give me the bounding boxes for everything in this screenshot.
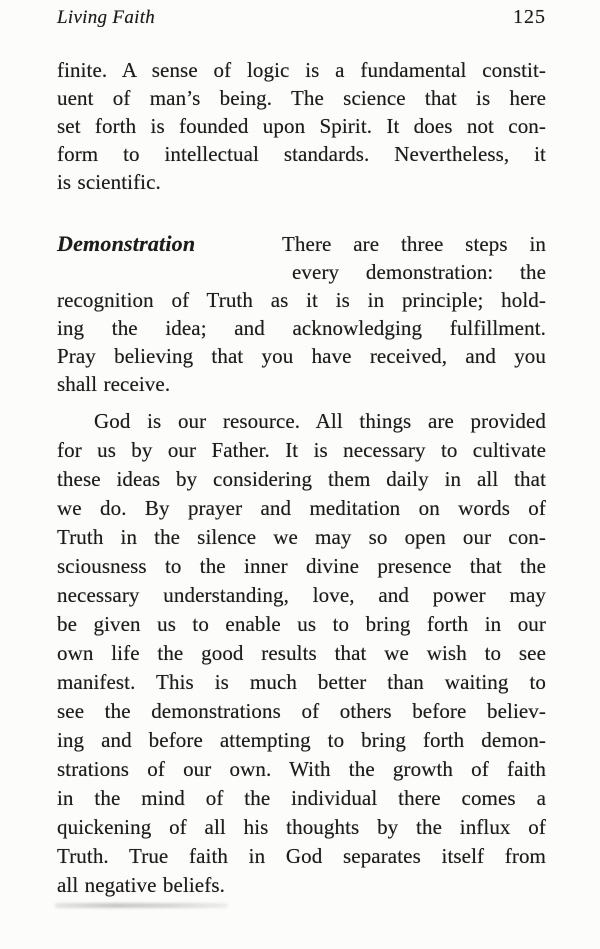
text-line: ing and before attempting to bring forth demon- (57, 728, 546, 752)
text-line: finite. A sense of logic is a fundamental constit- (57, 58, 546, 82)
text-line: There are three steps in (282, 232, 546, 256)
text-line: quickening of all his thoughts by the influx of (57, 815, 546, 839)
scan-smudge-artifact (55, 903, 228, 908)
text-line: own life the good results that we wish to see (57, 641, 546, 665)
text-line: necessary understanding, love, and power may (57, 583, 546, 607)
page-number: 125 (513, 6, 546, 28)
text-line: recognition of Truth as it is in principle; hold- (57, 288, 546, 312)
paragraph-god-is-our-resource (57, 407, 546, 900)
text-line: Truth in the silence we may so open our con- (57, 525, 546, 549)
text-line: be given us to enable us to bring forth in our (57, 612, 546, 636)
paragraph-finite (57, 56, 546, 196)
demonstration-body-lines (57, 286, 546, 398)
page-header (57, 6, 546, 29)
text-line: uent of man’s being. The science that is here (57, 86, 546, 110)
text-line: set forth is founded upon Spirit. It does not con- (57, 114, 546, 138)
text-line: for us by our Father. It is necessary to cultivate (57, 438, 546, 462)
text-line: form to intellectual standards. Nevertheless, it (57, 142, 546, 166)
text-line: these ideas by considering them daily in all that (57, 467, 546, 491)
text-line: strations of our own. With the growth of faith (57, 757, 546, 781)
text-line: all negative beliefs. (57, 873, 225, 897)
text-line: every demonstration: the (292, 260, 546, 284)
demonstration-lead-row (57, 230, 546, 286)
text-line: in the mind of the individual there comes a (57, 786, 546, 810)
text-line: is scientific. (57, 170, 161, 194)
text-line: manifest. This is much better than waiting to (57, 670, 546, 694)
text-line: Pray believing that you have received, and you (57, 344, 546, 368)
text-line: God is our resource. All things are provided (94, 409, 546, 433)
text-line: sciousness to the inner divine presence that the (57, 554, 546, 578)
text-line: see the demonstrations of others before believ- (57, 699, 546, 723)
section-heading-demonstration: Demonstration (57, 231, 196, 256)
text-line: we do. By prayer and meditation on words of (57, 496, 546, 520)
demonstration-lead-lines (282, 230, 546, 286)
demonstration-section (57, 230, 546, 398)
text-line: ing the idea; and acknowledging fulfillment. (57, 316, 546, 340)
text-line: Truth. True faith in God separates itself from (57, 844, 546, 868)
running-title: Living Faith (57, 7, 156, 28)
text-line: shall receive. (57, 372, 171, 396)
